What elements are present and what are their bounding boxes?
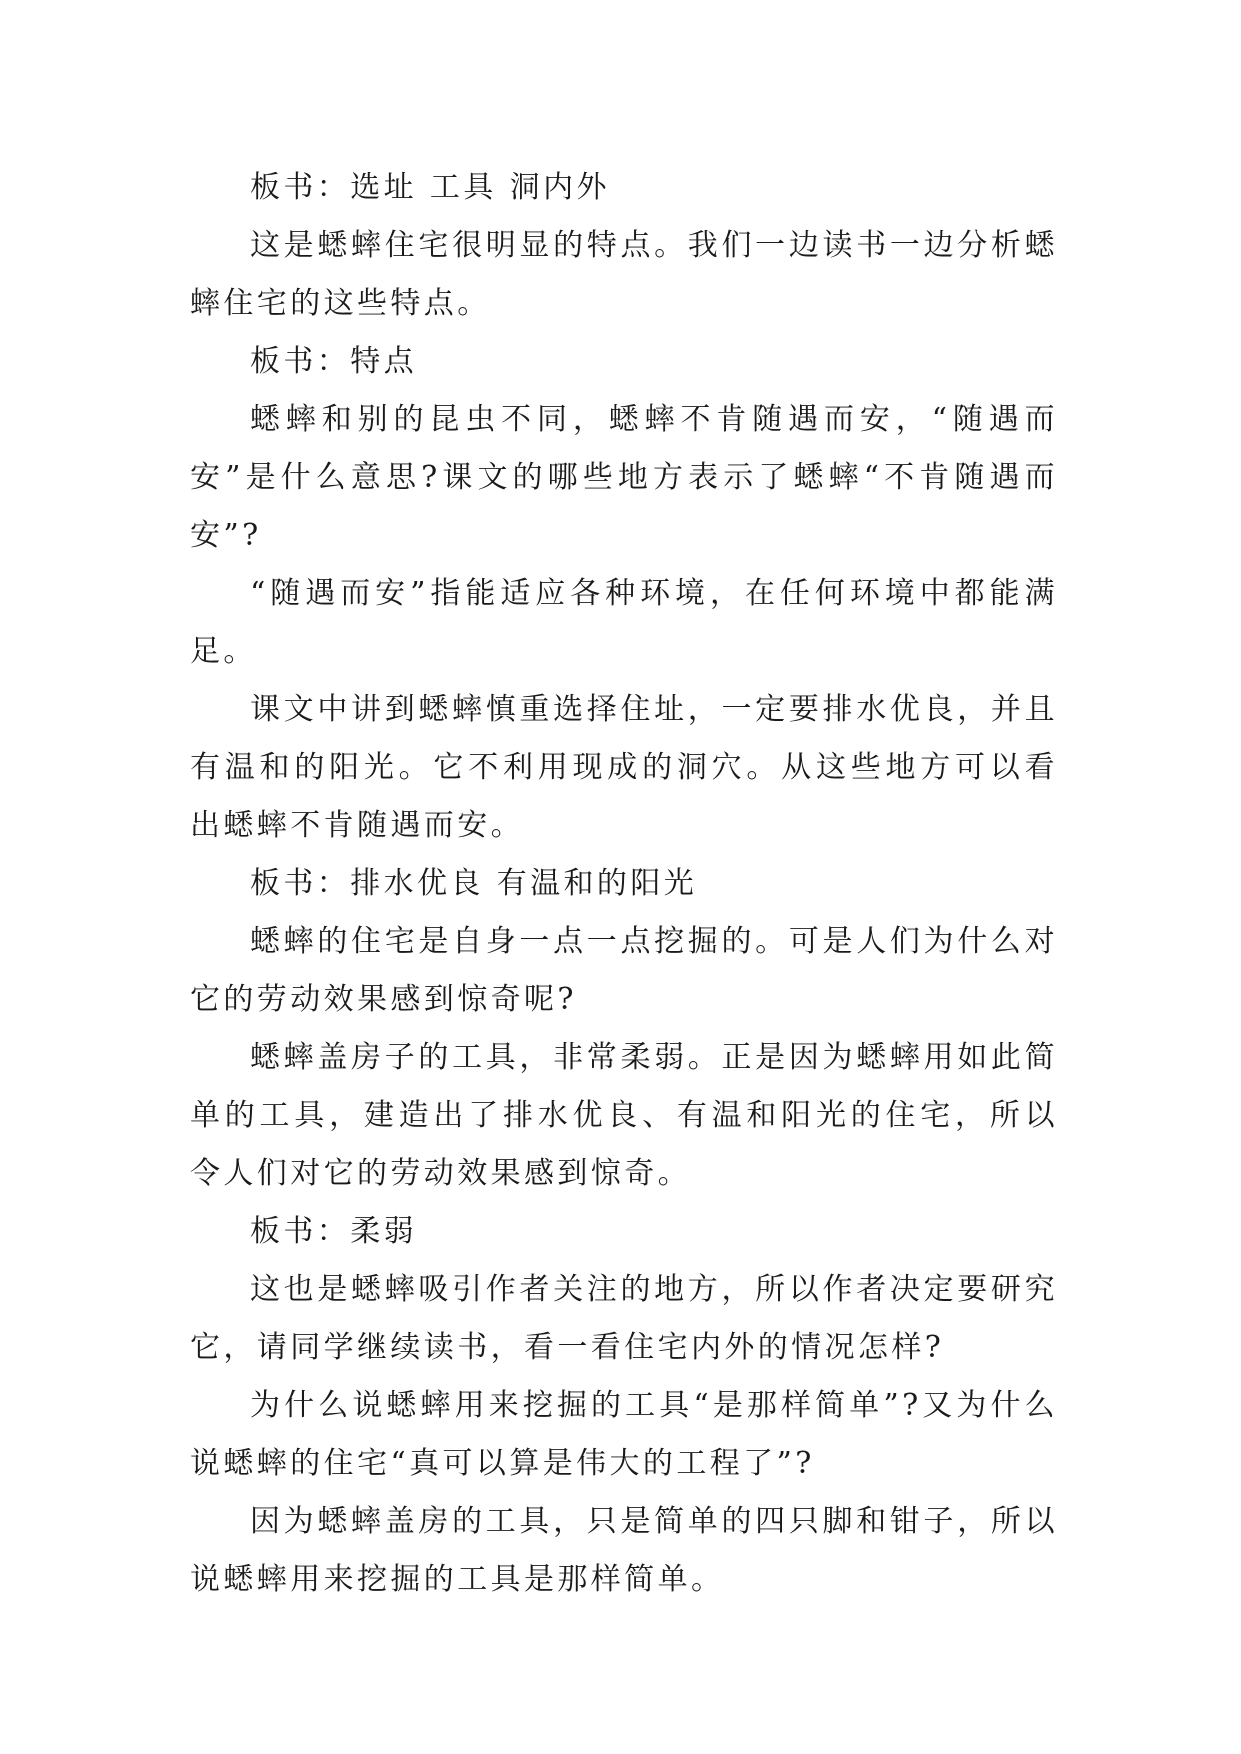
board-note-paragraph: 板书：选址 工具 洞内外 — [250, 170, 610, 205]
board-note-paragraph: 板书：特点 — [250, 344, 417, 379]
board-note-paragraph: 板书：排水优良 有温和的阳光 — [250, 866, 698, 901]
body-paragraph: 这也是蟋蟀吸引作者关注的地方，所以作者决定要研究它，请同学继续读书，看一看住宅内外的情况怎样? — [190, 1272, 1058, 1365]
body-paragraph: 蟋蟀盖房子的工具，非常柔弱。正是因为蟋蟀用如此简单的工具，建造出了排水优良、有温和阳光的住宅，所以令人们对它的劳动效果感到惊奇。 — [190, 1040, 1058, 1191]
document-body — [190, 159, 1058, 1609]
board-note-paragraph: 板书：柔弱 — [250, 1214, 417, 1249]
body-paragraph: 因为蟋蟀盖房的工具，只是简单的四只脚和钳子，所以说蟋蟀用来挖掘的工具是那样简单。 — [190, 1504, 1058, 1597]
body-paragraph: “随遇而安”指能适应各种环境，在任何环境中都能满足。 — [190, 576, 1058, 669]
body-paragraph: 为什么说蟋蟀用来挖掘的工具“是那样简单”?又为什么说蟋蟀的住宅“真可以算是伟大的工程了”? — [190, 1388, 1058, 1481]
body-paragraph: 蟋蟀和别的昆虫不同，蟋蟀不肯随遇而安，“随遇而安”是什么意思?课文的哪些地方表示了蟋蟀“不肯随遇而安”? — [190, 402, 1058, 553]
body-paragraph: 蟋蟀的住宅是自身一点一点挖掘的。可是人们为什么对它的劳动效果感到惊奇呢? — [190, 924, 1058, 1017]
body-paragraph: 这是蟋蟀住宅很明显的特点。我们一边读书一边分析蟋蟀住宅的这些特点。 — [190, 228, 1058, 321]
body-paragraph: 课文中讲到蟋蟀慎重选择住址，一定要排水优良，并且有温和的阳光。它不利用现成的洞穴。从这些地方可以看出蟋蟀不肯随遇而安。 — [190, 692, 1058, 843]
